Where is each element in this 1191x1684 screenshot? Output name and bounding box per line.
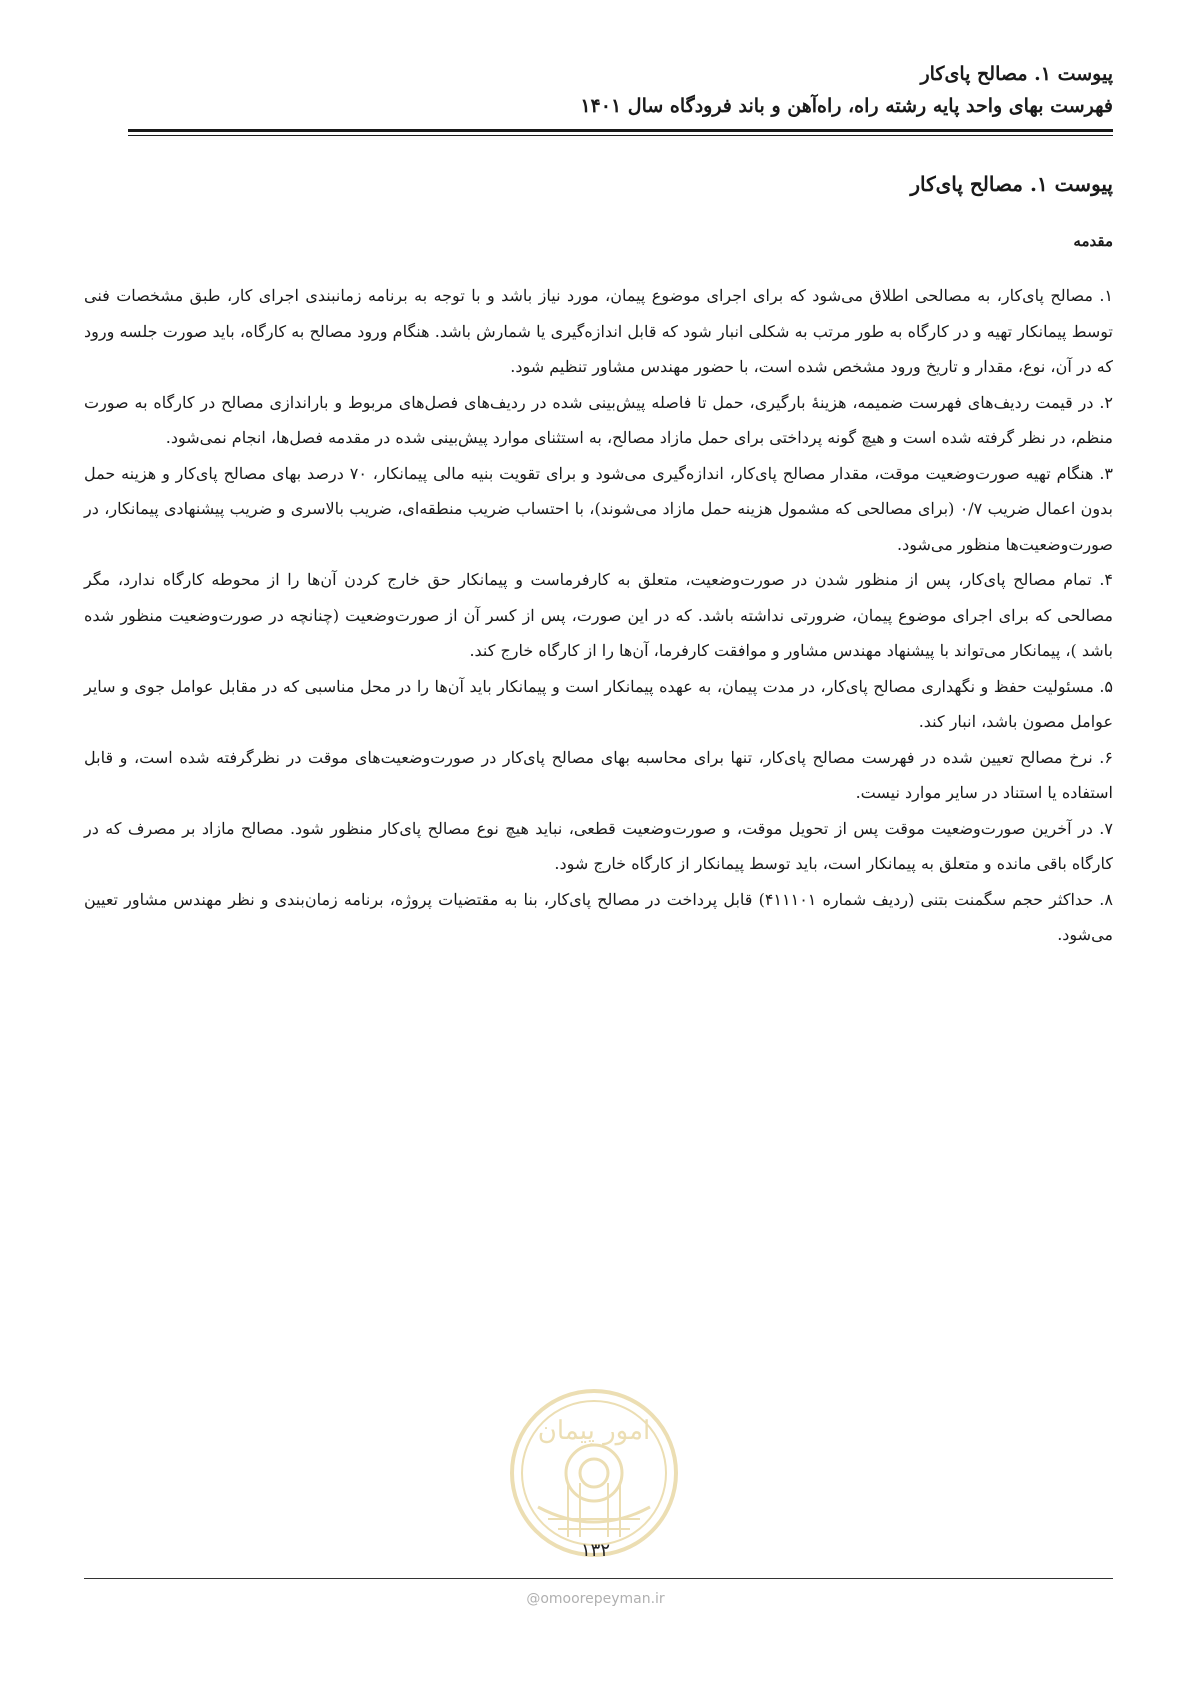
paragraph-3: ۳. هنگام تهیه صورت‌وضعیت موقت، مقدار مصالح پای‌کار، اندازه‌گیری می‌شود و برای تقویت بنیه مالی پیمانکار، ۷۰ درصد بهای مصالح پای‌کار و هزینه حمل بدون اعمال ضریب ۰/۷ (برای مصالحی که مشمول هزینه حمل مازاد می‌شوند)، با احتساب ضریب منطقه‌ای، ضریب بالاسری و ضریب پیشنهادی پیمانکار، در صورت‌وضعیت‌ها منظور می‌شود. xyxy=(84,463,1114,554)
paragraph-7: ۷. در آخرین صورت‌وضعیت موقت پس از تحویل موقت، و صورت‌وضعیت قطعی، نباید هیچ نوع مصالح پای‌کار منظور شود. مصالح مازاد بر مصرف که در کارگاه باقی مانده و متعلق به پیمانکار است، باید توسط پیمانکار از کارگاه خارج شود. xyxy=(84,818,1113,873)
paragraph-4: ۴. تمام مصالح پای‌کار، پس از منظور شدن در صورت‌وضعیت، متعلق به کارفرماست و پیمانکار حق خارج کردن آن‌ها را از محوطه کارگاه ندارد، مگر مصالحی که برای اجرای موضوع پیمان، ضرورتی نداشته باشد. که در این صورت، پس از کسر آن از صورت‌وضعیت (چنانچه در صورت‌وضعیت منظور شده باشد )، پیمانکار می‌تواند با پیشنهاد مهندس مشاور و موافقت کارفرما، آن‌ها را از کارگاه خارج کند. xyxy=(84,570,1113,660)
header-title: پیوست ۱. مصالح پای‌کار xyxy=(920,63,1113,85)
header-rule-thin xyxy=(128,135,1113,136)
paragraph-6: ۶. نرخ مصالح تعیین شده در فهرست مصالح پای‌کار، تنها برای محاسبه بهای مصالح پای‌کار در صورت‌وضعیت‌های موقت در نظرگرفته شده است، و قابل استفاده یا استناد در سایر موارد نیست. xyxy=(84,747,1113,802)
footer-rule xyxy=(84,1578,1113,1579)
site-watermark: @omoorepeyman.ir xyxy=(526,1591,665,1607)
paragraph-5: ۵. مسئولیت حفظ و نگهداری مصالح پای‌کار، در مدت پیمان، به عهده پیمانکار است و پیمانکار باید آن‌ها را در محل مناسبی که در مقابل عوامل جوی و سایر عوامل مصون باشد، انبار کند. xyxy=(84,676,1114,731)
gear-seal-logo-icon xyxy=(508,1387,680,1559)
page-number: ۱۳۲ xyxy=(580,1540,610,1561)
page-header xyxy=(128,58,1113,122)
paragraph-2: ۲. در قیمت ردیف‌های فهرست ضمیمه، هزینهٔ بارگیری، حمل تا فاصله پیش‌بینی شده در ردیف‌های فصل‌های مربوط و باراندازی مصالح در کارگاه به صورت منظم، در نظر گرفته شده است و هیچ گونه پرداختی برای حمل مازاد مصالح، به استثنای موارد پیش‌بینی شده در مقدمه فصل‌ها، انجام نمی‌شود. xyxy=(84,392,1114,447)
header-subtitle: فهرست بهای واحد پایه رشته راه، راه‌آهن و باند فرودگاه سال ۱۴۰۱ xyxy=(580,95,1113,117)
logo-lettering: امور پیمان xyxy=(537,1416,651,1446)
document-body xyxy=(84,278,1113,953)
intro-heading: مقدمه xyxy=(1073,232,1113,250)
section-title: پیوست ۱. مصالح پای‌کار xyxy=(910,172,1113,196)
paragraph-1: ۱. مصالح پای‌کار، به مصالحی اطلاق می‌شود که برای اجرای موضوع پیمان، مورد نیاز باشد و با توجه به برنامه زمانبندی اجرای کار، طبق مشخصات فنی توسط پیمانکار تهیه و در کارگاه به طور مرتب به شکلی انبار شود که قابل اندازه‌گیری یا شمارش باشد. هنگام ورود مصالح به کارگاه، باید صورت جلسه ورود که در آن، نوع، مقدار و تاریخ ورود مشخص شده است، با حضور مهندس مشاور تنظیم شود. xyxy=(84,286,1114,376)
header-rule-thick xyxy=(128,129,1113,132)
paragraph-8: ۸. حداکثر حجم سگمنت بتنی (ردیف شماره ۴۱۱۱۰۱) قابل پرداخت در مصالح پای‌کار، بنا به مقتضیات پروژه، برنامه زمان‌بندی و نظر مهندس مشاور تعیین می‌شود. xyxy=(84,889,1113,944)
